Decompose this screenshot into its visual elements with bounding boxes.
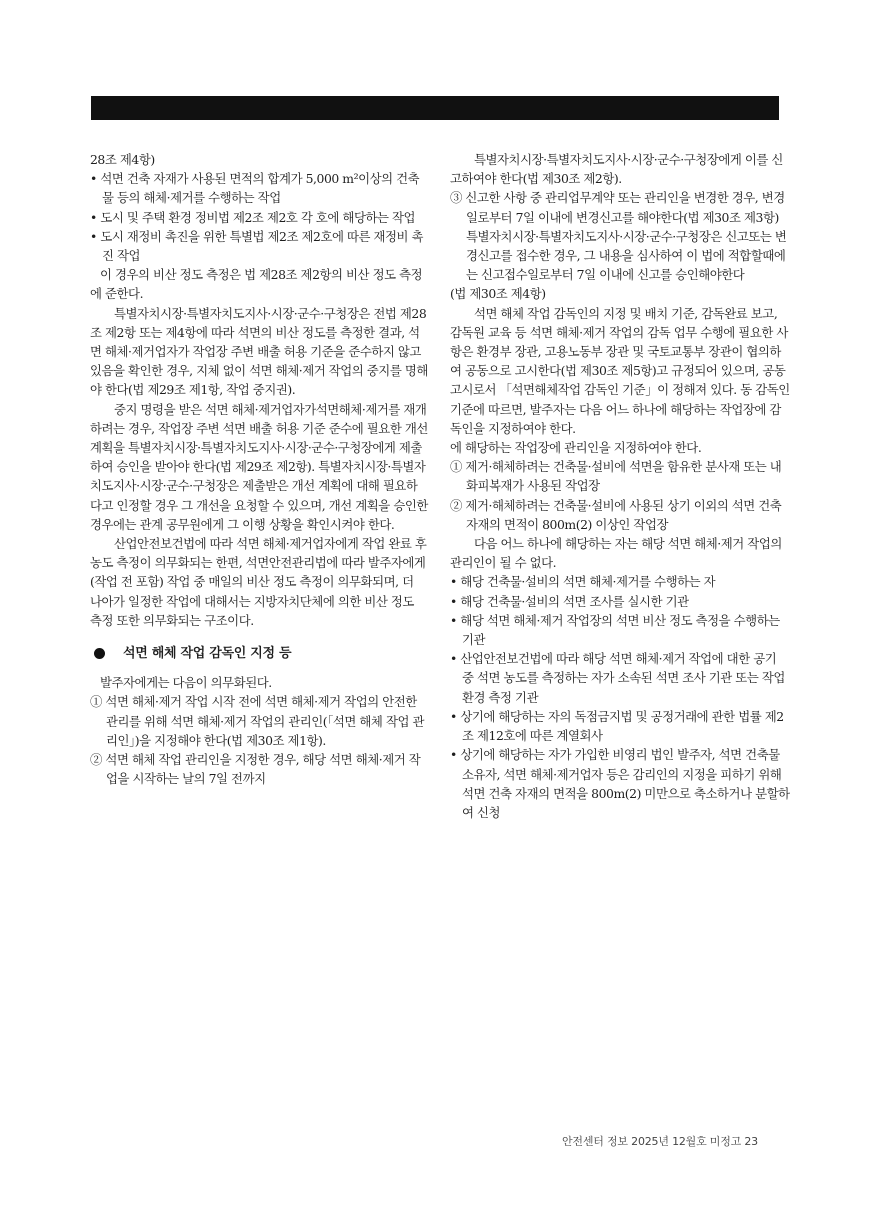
numbered-item: ③ 신고한 사항 중 관리업무계약 또는 관리인을 변경한 경우, 변경일로부터 7일 이내에 변경신고를 해야한다(법 제30조 제3항) 특별자치시장·특별자치도지사·시장·군수·구청장은 신고또는 변경신고를 접수한 경우, 그 내용을 심사하여 이 법에 적합할때에는 신고접수일로부터 7일 이내에 신고를 승인해야한다 <box>450 190 787 283</box>
paragraph: 산업안전보건법에 따라 석면 해체·제거업자에게 작업 완료 후 농도 측정이 의무화되는 한편, 석면안전관리법에 따라 발주자에게 (작업 전 포함) 작업 중 매일의 비산 정도 측정이 의무화되며, 더 나아가 일정한 작업에 대해서는 지방자치단체에 의한 비산 정도 측정 또한 의무화되는 구조이다. <box>90 536 427 628</box>
numbered-item: ① 석면 해체·제거 작업 시작 전에 석면 해체·제거 작업의 안전한 관리를 위해 석면 해체·제거 작업의 관리인(「석면 해체 작업 관리인」)을 지정해야 한다(법 제30조 제1항). <box>90 694 424 748</box>
paragraph: 에 해당하는 작업장에 관리인을 지정하여야 한다. <box>450 440 702 456</box>
bullet-item: • 석면 건축 자재가 사용된 면적의 합계가 5,000 m²이상의 건축물 등의 해체·제거를 수행하는 작업 <box>90 171 420 206</box>
paragraph: 발주자에게는 다음이 의무화된다. <box>100 675 272 691</box>
left-column <box>90 150 428 789</box>
bullet-item: • 해당 건축물·설비의 석면 해체·제거를 수행하는 자 <box>450 574 716 590</box>
paragraph: 특별자치시장·특별자치도지사·시장·군수·구청장은 전법 제28조 제2항 또는 제4항에 따라 석면의 비산 정도를 측정한 결과, 석면 해체·제거업자가 작업장 주변 배출 허용 기준을 준수하지 않고 있음을 확인한 경우, 지체 없이 석면 해체·제거 작업의 중지를 명해야 한다(법 제29조 제1항, 작업 중지권). <box>90 305 428 398</box>
bullet-item: • 도시 및 주택 환경 정비법 제2조 제2호 각 호에 해당하는 작업 <box>90 209 416 225</box>
numbered-item: ② 제거·해체하려는 건축물·설비에 사용된 상기 이외의 석면 건축 자재의 면적이 800m(2) 이상인 작업장 <box>450 497 782 532</box>
section-heading-text: 석면 해체 작업 감독인 지정 등 <box>123 646 292 662</box>
bullet-item: • 상기에 해당하는 자가 가입한 비영리 법인 발주자, 석면 건축물 소유자, 석면 해체·제거업자 등은 감리인의 지정을 피하기 위해 석면 건축 자재의 면적을 800m(2) 미만으로 축소하거나 분할하여 신청 <box>450 747 790 820</box>
numbered-item: ② 석면 해체 작업 관리인을 지정한 경우, 해당 석면 해체·제거 작업을 시작하는 날의 7일 전까지 <box>90 752 421 787</box>
bullet-item: • 해당 건축물·설비의 석면 조사를 실시한 기관 <box>450 593 689 609</box>
bullet-item: • 상기에 해당하는 자의 독점금지법 및 공정거래에 관한 법률 제2조 제12호에 따른 계열회사 <box>450 708 784 744</box>
section-heading <box>90 644 428 663</box>
bullet-dot-icon <box>94 648 105 659</box>
bullet-item: • 산업안전보건법에 따라 해당 석면 해체·제거 작업에 대한 공기 중 석면 농도를 측정하는 자가 소속된 석면 조사 기관 또는 작업 환경 측정 기관 <box>450 651 785 705</box>
paragraph: 특별자치시장·특별자치도지사·시장·군수·구청장에게 이를 신고하여야 한다(법 제30조 제2항). <box>450 152 783 187</box>
paragraph: (법 제30조 제4항) <box>450 286 546 302</box>
bullet-item: • 도시 재정비 촉진을 위한 특별법 제2조 제2호에 따른 재정비 촉진 작업 <box>90 228 424 264</box>
bullet-item: • 해당 석면 해체·제거 작업장의 석면 비산 정도 측정을 수행하는 기관 <box>450 612 780 648</box>
paragraph: 중지 명령을 받은 석면 해체·제거업자가석면해체·제거를 재개하려는 경우, 작업장 주변 석면 배출 허용 기준 준수에 필요한 개선 계획을 특별자치시장·특별자치도지사·시장·군수·구청장에게 제출하여 승인을 받아야 한다(법 제29조 제2항). 특별자치시장·특별자치도지사·시장·군수·구청장은 제출받은 개선 계획에 대해 필요하다고 인정할 경우 그 개선을 요청할 수 있으며, 개선 계획을 승인한 경우에는 관계 공무원에게 그 이행 상황을 확인시켜야 한다. <box>90 401 428 532</box>
paragraph: 다음 어느 하나에 해당하는 자는 해당 석면 해체·제거 작업의 관리인이 될 수 없다. <box>450 536 782 571</box>
header-bar <box>91 96 779 120</box>
paragraph: 28조 제4항) <box>90 152 155 167</box>
paragraph: 석면 해체 작업 감독인의 지정 및 배치 기준, 감독완료 보고, 감독원 교육 등 석면 해체·제거 작업의 감독 업무 수행에 필요한 사항은 환경부 장관, 고용노동부 장관 및 국토교통부 장관이 협의하여 공동으로 고시한다(법 제30조 제5항)고 규정되어 있으며, 공동 고시로서 「석면해체작업 감독인 기준」이 정해져 있다. 동 감독인 기준에 따르면, 발주자는 다음 어느 하나에 해당하는 작업장에 감독인을 지정하여야 한다. <box>450 305 790 436</box>
paragraph: 이 경우의 비산 정도 측정은 법 제28조 제2항의 비산 정도 측정에 준한다. <box>90 267 423 302</box>
right-column <box>450 150 790 822</box>
page-footer: 안전센터 정보 2025년 12월호 미정고 23 <box>562 1135 758 1148</box>
numbered-item: ① 제거·해체하려는 건축물·설비에 석면을 함유한 분사재 또는 내화피복재가 사용된 작업장 <box>450 459 782 494</box>
